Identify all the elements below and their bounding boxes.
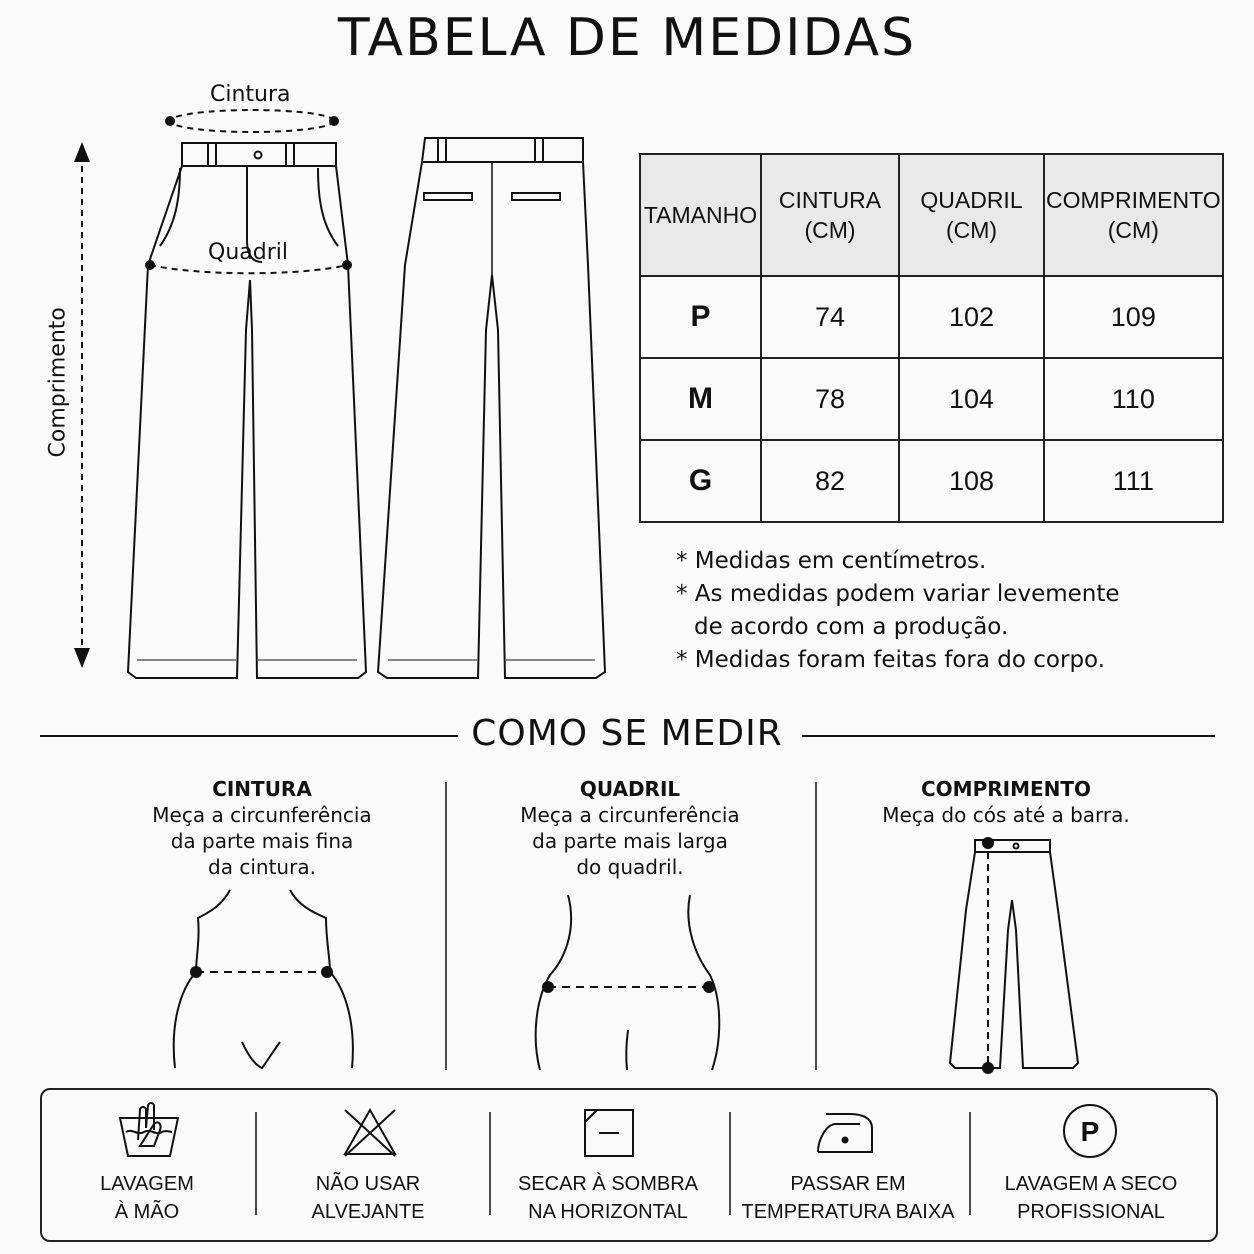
hip-cell: 108 <box>899 440 1044 522</box>
how-to-hip <box>480 776 780 880</box>
how-to-text: Meça a circunferência <box>520 803 740 827</box>
care-label-text: NA HORIZONTAL <box>528 1201 688 1223</box>
how-to-text: da cintura. <box>208 855 316 879</box>
waist-label: Cintura <box>210 82 291 107</box>
hip-cell: 104 <box>899 358 1044 440</box>
care-item-iron <box>738 1170 958 1226</box>
table-header-row <box>640 154 1223 276</box>
care-label-text: LAVAGEM A SECO <box>1004 1173 1178 1195</box>
length-cell: 110 <box>1044 358 1223 440</box>
hip-cell: 102 <box>899 276 1044 358</box>
care-item-dry-clean <box>981 1170 1201 1226</box>
size-cell: G <box>640 440 761 522</box>
care-item-dry-shade <box>498 1170 718 1226</box>
care-label-text: À MÃO <box>114 1201 180 1223</box>
how-to-waist <box>112 776 412 880</box>
length-cell: 111 <box>1044 440 1223 522</box>
page-title: TABELA DE MEDIDAS <box>337 8 917 68</box>
length-cell: 109 <box>1044 276 1223 358</box>
hip-label: Quadril <box>208 240 288 265</box>
care-label-text: SECAR À SOMBRA <box>517 1173 699 1195</box>
length-label: Comprimento <box>45 307 71 458</box>
how-to-heading: COMPRIMENTO <box>920 777 1092 801</box>
how-to-text: da parte mais fina <box>170 829 354 853</box>
size-cell: P <box>640 276 761 358</box>
header-length: COMPRIMENTO (CM) <box>1044 154 1223 276</box>
note-line: * As medidas podem variar levemente <box>676 581 1120 607</box>
how-to-text: Meça do cós até a barra. <box>882 803 1130 827</box>
note-line: * Medidas em centímetros. <box>676 548 987 574</box>
care-label-text: PASSAR EM <box>790 1173 906 1195</box>
how-to-title: COMO SE MEDIR <box>471 713 783 754</box>
care-label-text: NÃO USAR <box>315 1173 421 1195</box>
how-to-length <box>856 776 1156 828</box>
size-cell: M <box>640 358 761 440</box>
how-to-text: do quadril. <box>576 855 684 879</box>
note-line: * Medidas foram feitas fora do corpo. <box>676 647 1106 673</box>
table-row <box>640 440 1223 522</box>
care-label-text: ALVEJANTE <box>311 1201 425 1223</box>
how-to-heading: QUADRIL <box>579 777 681 801</box>
waist-cell: 78 <box>761 358 899 440</box>
how-to-text: da parte mais larga <box>532 829 728 853</box>
waist-cell: 82 <box>761 440 899 522</box>
waist-cell: 74 <box>761 276 899 358</box>
notes <box>676 545 1120 677</box>
hip-measure-line <box>150 265 347 273</box>
header-hip: QUADRIL (CM) <box>899 154 1044 276</box>
size-table <box>639 153 1224 523</box>
header-size: TAMANHO <box>640 154 761 276</box>
care-label-text: TEMPERATURA BAIXA <box>741 1201 955 1223</box>
care-label-text: LAVAGEM <box>100 1173 194 1195</box>
waist-measure-line <box>170 110 334 132</box>
header-waist: CINTURA (CM) <box>761 154 899 276</box>
how-to-heading: CINTURA <box>212 777 312 801</box>
table-row <box>640 358 1223 440</box>
table-row <box>640 276 1223 358</box>
care-item-hand-wash <box>37 1170 257 1226</box>
note-line: de acordo com a produção. <box>694 614 1009 640</box>
care-item-no-bleach <box>258 1170 478 1226</box>
care-label-text: PROFISSIONAL <box>1017 1201 1165 1223</box>
svg-text:P: P <box>1080 1116 1100 1147</box>
how-to-text: Meça a circunferência <box>152 803 372 827</box>
